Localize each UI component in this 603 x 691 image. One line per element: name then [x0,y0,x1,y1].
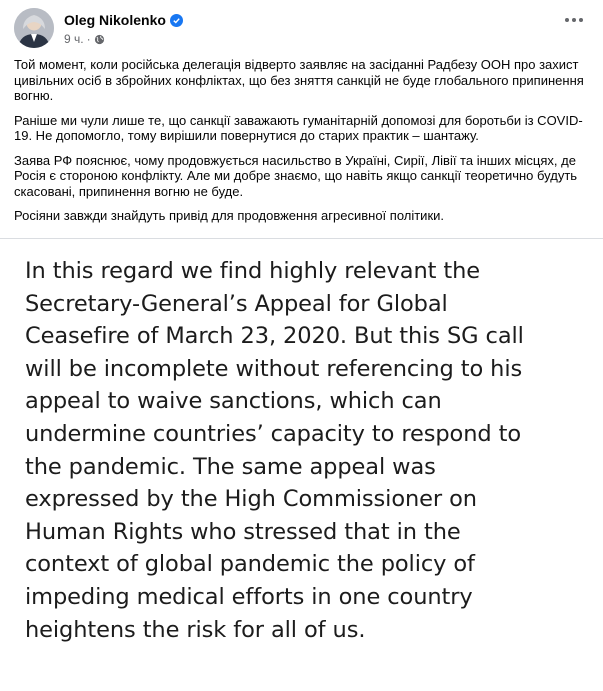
dot-icon [565,18,569,22]
post-meta [64,32,105,46]
post-timestamp[interactable]: 9 ч. [64,32,84,46]
quote-line: heightens the risk for all of us. [25,616,366,643]
quote-line: the pandemic. The same appeal was [25,453,436,480]
quote-line: expressed by the High Commissioner on [25,486,477,513]
more-options-button[interactable] [559,10,589,30]
globe-icon [94,34,105,45]
quote-line: Secretary-General’s Appeal for Global [25,290,448,317]
quote-line: In this regard we find highly relevant the [25,258,481,284]
post-image-quote[interactable] [25,255,590,646]
quote-line: impeding medical efforts in one country [25,583,473,610]
quote-line: undermine countries’ capacity to respond to [25,420,522,447]
meta-separator: · [86,32,91,46]
author-name[interactable]: Oleg Nikolenko [64,12,166,28]
post-header [14,8,589,48]
dot-icon [572,18,576,22]
post-text [14,57,589,233]
post-paragraph: Раніше ми чули лише те, що санкції заважають гуманітарній допомозі для боротьби із COVID-19. Не допомогло, тому вирішили повернутися до старих практик – шантажу. [14,112,583,143]
post-paragraph: Заява РФ пояснює, чому продовжується насильство в Україні, Сирії, Лівії та інших місцях, де Росія є стороною конфлікту. Але ми добре знаємо, що навіть якщо санкції теоретично будуть скасовані, припинення вогню не буде. [14,152,578,199]
verified-badge-icon [170,14,183,27]
quote-line: appeal to waive sanctions, which can [25,388,442,415]
author-name-row [64,12,183,28]
quote-line: will be incomplete without referencing to his [25,355,523,382]
dot-icon [579,18,583,22]
post-paragraph: Росіяни завжди знайдуть привід для продовження агресивної політики. [14,208,445,223]
quote-line: context of global pandemic the policy of [25,551,475,578]
image-divider [0,238,603,239]
quote-line: Ceasefire of March 23, 2020. But this SG call [25,323,524,350]
author-avatar[interactable] [14,8,54,48]
post-paragraph: Той момент, коли російська делегація відверто заявляє на засіданні Радбезу ООН про захист цивільних осіб в збройних конфліктах, що без зняття санкцій не буде глобального припинення вогню. [14,57,584,103]
quote-line: Human Rights who stressed that in the [25,518,461,545]
avatar-image [14,8,54,48]
